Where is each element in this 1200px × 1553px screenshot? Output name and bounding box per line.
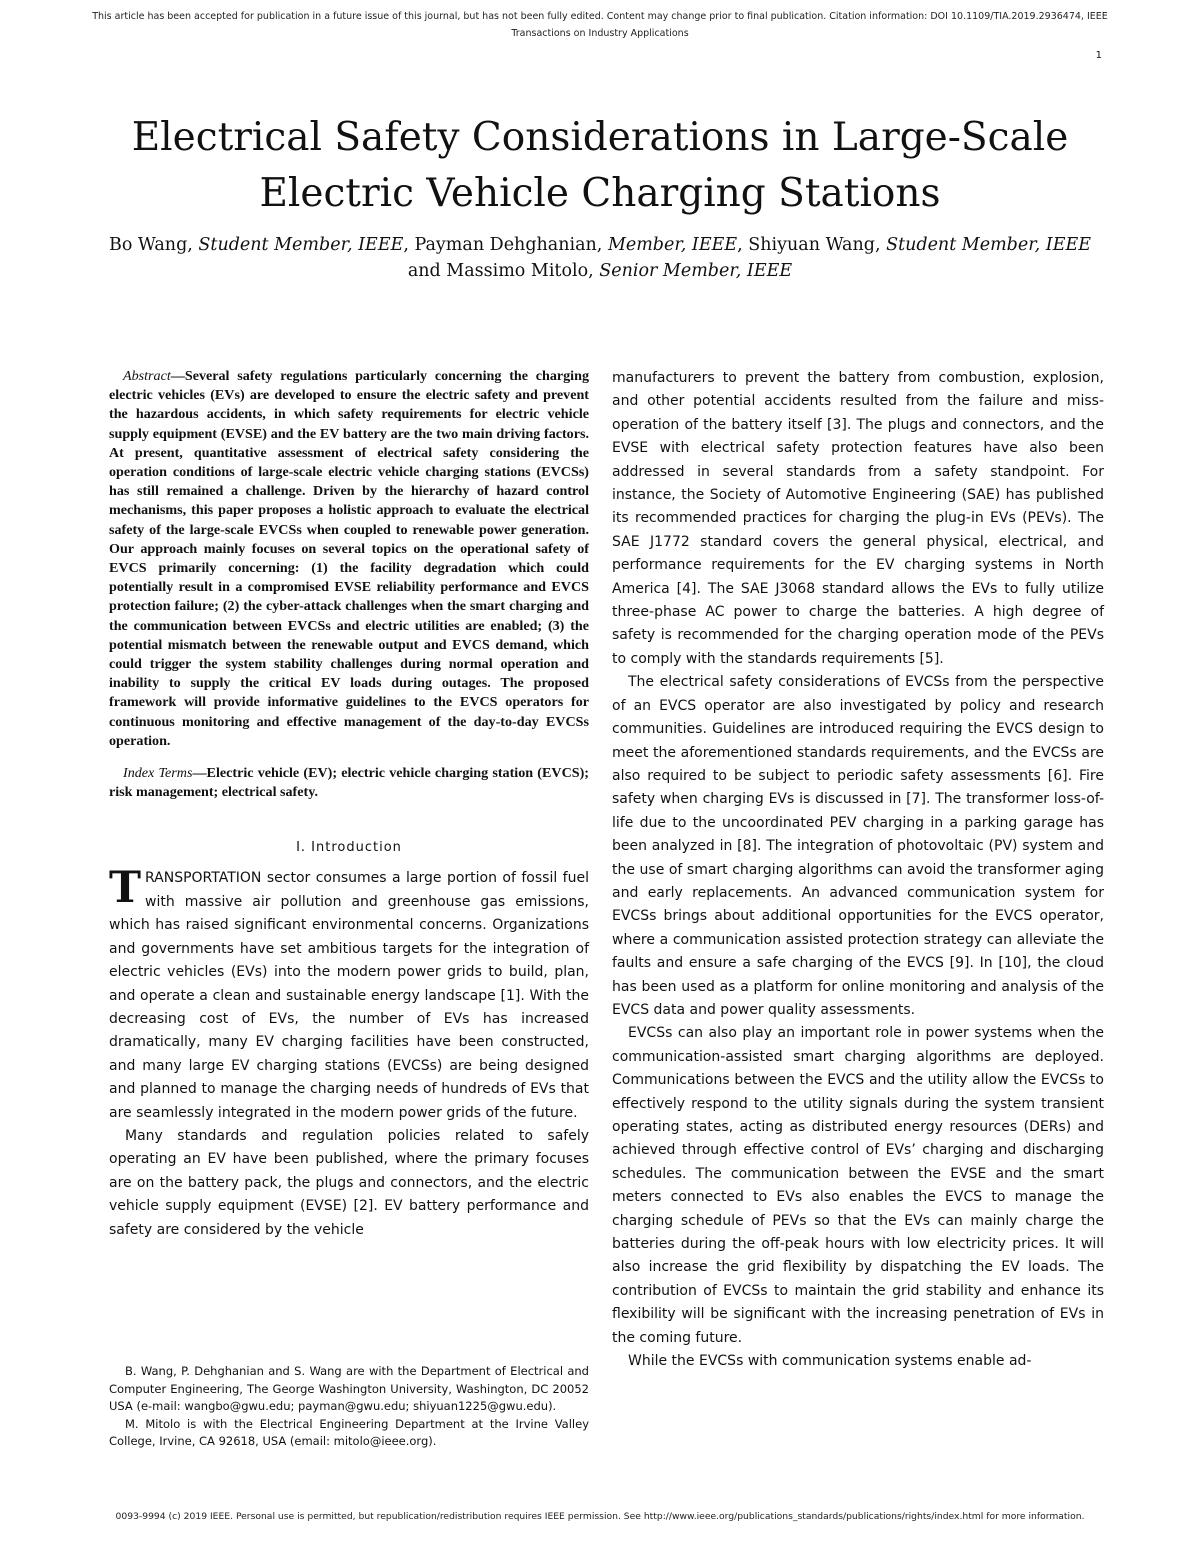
right-paragraph-3: EVCSs can also play an important role in power systems when the communication-assisted smart charging algorithms are deployed. Communications between the EVCS and the utility allow the EVCSs to effectively respond to the utility signals during the system transient operating states, acting as distributed energy resources (DERs) and achieved through effective control of EVs’ charging and discharging schedules. The communication between the EVSE and the smart meters connected to EVs also enables the EVCS to manage the charging schedule of PEVs so that the EVs can mainly charge the batteries during the off-peak hours with low electricity prices. It will also increase the grid flexibility by dispatching the EV loads. The contribution of EVCSs to maintain the grid stability and enhance its flexibility will be significant with the increasing penetration of EVs in the coming future. — [612, 1025, 1104, 1346]
author-3: , Shiyuan Wang, — [737, 235, 887, 255]
index-terms-text: —Electric vehicle (EV); electric vehicle charging station (EVCS); risk management; electrical safety. — [109, 765, 589, 801]
author-footnotes — [109, 1363, 589, 1451]
index-terms — [109, 764, 589, 802]
intro-paragraph-1-text: RANSPORTATION sector consumes a large portion of fossil fuel with massive air pollution and greenhouse gas emissions, which has raised significant environmental concerns. Organizations and governments have set ambitious targets for the integration of electric vehicles (EVs) into the modern power grids to build, plan, and operate a clean and sustainable energy landscape [1]. With the decreasing cost of EVs, the number of EVs has increased dramatically, many EV charging facilities have been constructed, and many large EV charging stations (EVCSs) are being designed and planned to manage the charging needs of hundreds of EVs that are seamlessly integrated in the modern power grids of the future. — [109, 870, 589, 1121]
author-3-role: Student Member, IEEE — [886, 235, 1092, 255]
section-heading-introduction: I. Introduction — [296, 840, 402, 856]
footnote-1: B. Wang, P. Dehghanian and S. Wang are with the Department of Electrical and Computer Engineering, The George Washington University, Washington, DC 20052 USA (e-mail: wangbo@gwu.edu; payman@gwu.edu; shiyuan1225@gwu.edu). — [109, 1364, 589, 1413]
intro-paragraph-2: Many standards and regulation policies related to safely operating an EV have been published, where the primary focuses are on the battery pack, the plugs and connectors, and the electric vehicle supply equipment (EVSE) [2]. EV battery performance and safety are considered by the vehicle — [109, 1127, 589, 1238]
author-2-role: Member, IEEE — [607, 235, 738, 255]
footnote-2: M. Mitolo is with the Electrical Engineering Department at the Irvine Valley College, Irvine, CA 92618, USA (email: mitolo@ieee.org). — [109, 1416, 589, 1448]
author-4: and Massimo Mitolo, — [407, 261, 600, 281]
abstract-lead: Abstract — [123, 368, 171, 384]
drop-cap: T — [109, 863, 141, 914]
title-line-2: Electric Vehicle Charging Stations — [259, 171, 941, 216]
author-list — [60, 232, 1140, 284]
journal-header-note — [40, 8, 1160, 42]
author-2: , Payman Dehghanian, — [403, 235, 608, 255]
page-number: 1 — [1095, 50, 1102, 61]
author-1: Bo Wang, — [108, 235, 199, 255]
title-line-1: Electrical Safety Considerations in Large-Scale — [131, 115, 1069, 160]
author-1-role: Student Member, IEEE — [198, 235, 404, 255]
header-line-1: This article has been accepted for publication in a future issue of this journal, but has not been fully edited. Content may change prior to final publication. Citation information: DOI 10.1109/TIA.2019.2936474, IEEE — [92, 11, 1108, 22]
right-column — [612, 367, 1104, 1373]
left-column — [109, 367, 589, 1242]
right-paragraph-4: While the EVCSs with communication systems enable ad- — [628, 1353, 1032, 1370]
header-line-2: Transactions on Industry Applications — [511, 28, 689, 39]
right-paragraph-2: The electrical safety considerations of EVCSs from the perspective of an EVCS operator are also investigated by policy and research communities. Guidelines are introduced requiring the EVCS design to meet the aforementioned standards requirements, and the EVCSs are also required to be subject to periodic safety assessments [6]. Fire safety when charging EVs is discussed in [7]. The transformer loss-of-life due to the uncoordinated PEV charging in a parking garage has been analyzed in [8]. The integration of photovoltaic (PV) system and the use of smart charging algorithms can avoid the transformer aging and early replacements. An advanced communication system for EVCSs brings about additional opportunities for the EVCS operator, where a communication assisted protection strategy can alleviate the faults and ensure a safe charging of the EVCS [9]. In [10], the cloud has been used as a platform for online monitoring and analysis of the EVCS data and power quality assessments. — [612, 674, 1104, 1018]
copyright-footer: 0093-9994 (c) 2019 IEEE. Personal use is permitted, but republication/redistribution requires IEEE permission. See http://www.ieee.org/publications_standards/publications/rights/index.html for more information. — [115, 1511, 1085, 1522]
abstract-text: —Several safety regulations particularly concerning the charging electric vehicles (EVs) are developed to ensure the electric safety and prevent the hazardous accidents, in which safety requirements for electric vehicle supply equipment (EVSE) and the EV battery are the two main driving factors. At present, quantitative assessment of electrical safety considering the operation conditions of large-scale electric vehicle charging stations (EVCSs) has still remained a challenge. Driven by the hierarchy of hazard control mechanisms, this paper proposes a holistic approach to evaluate the electrical safety of the large-scale EVCSs when coupled to renewable power generation. Our approach mainly focuses on several topics on the operational safety of EVCS primarily concerning: (1) the facility degradation which could potentially result in a compromised EVSE reliability performance and EVCS protection failure; (2) the cyber-attack challenges when the smart charging and the communication between EVCSs and electric utilities are enabled; (3) the potential mismatch between the renewable output and EVCS demand, which could trigger the system stability challenges during normal operation and inability to supply the critical EV loads during outages. The proposed framework will provide informative guidelines to the EVCS operators for continuous monitoring and effective management of the day-to-day EVCSs operation. — [109, 368, 589, 749]
index-terms-lead: Index Terms — [123, 765, 193, 782]
abstract — [109, 367, 589, 751]
paper-title — [60, 110, 1140, 222]
right-paragraph-1: manufacturers to prevent the battery from combustion, explosion, and other potential accidents resulted from the failure and miss-operation of the battery itself [3]. The plugs and connectors, and the EVSE with electrical safety protection features have also been addressed in several standards from a safety standpoint. For instance, the Society of Automotive Engineering (SAE) has published its recommended practices for charging the plug-in EVs (PEVs). The SAE J1772 standard covers the general physical, electrical, and performance requirements for the EV charging systems in North America [4]. The SAE J3068 standard allows the EVs to fully utilize three-phase AC power to charge the batteries. A high degree of safety is recommended for the charging operation mode of the PEVs to comply with the standards requirements [5]. — [612, 370, 1104, 667]
intro-paragraph-1 — [109, 863, 589, 1124]
author-4-role: Senior Member, IEEE — [599, 261, 793, 281]
